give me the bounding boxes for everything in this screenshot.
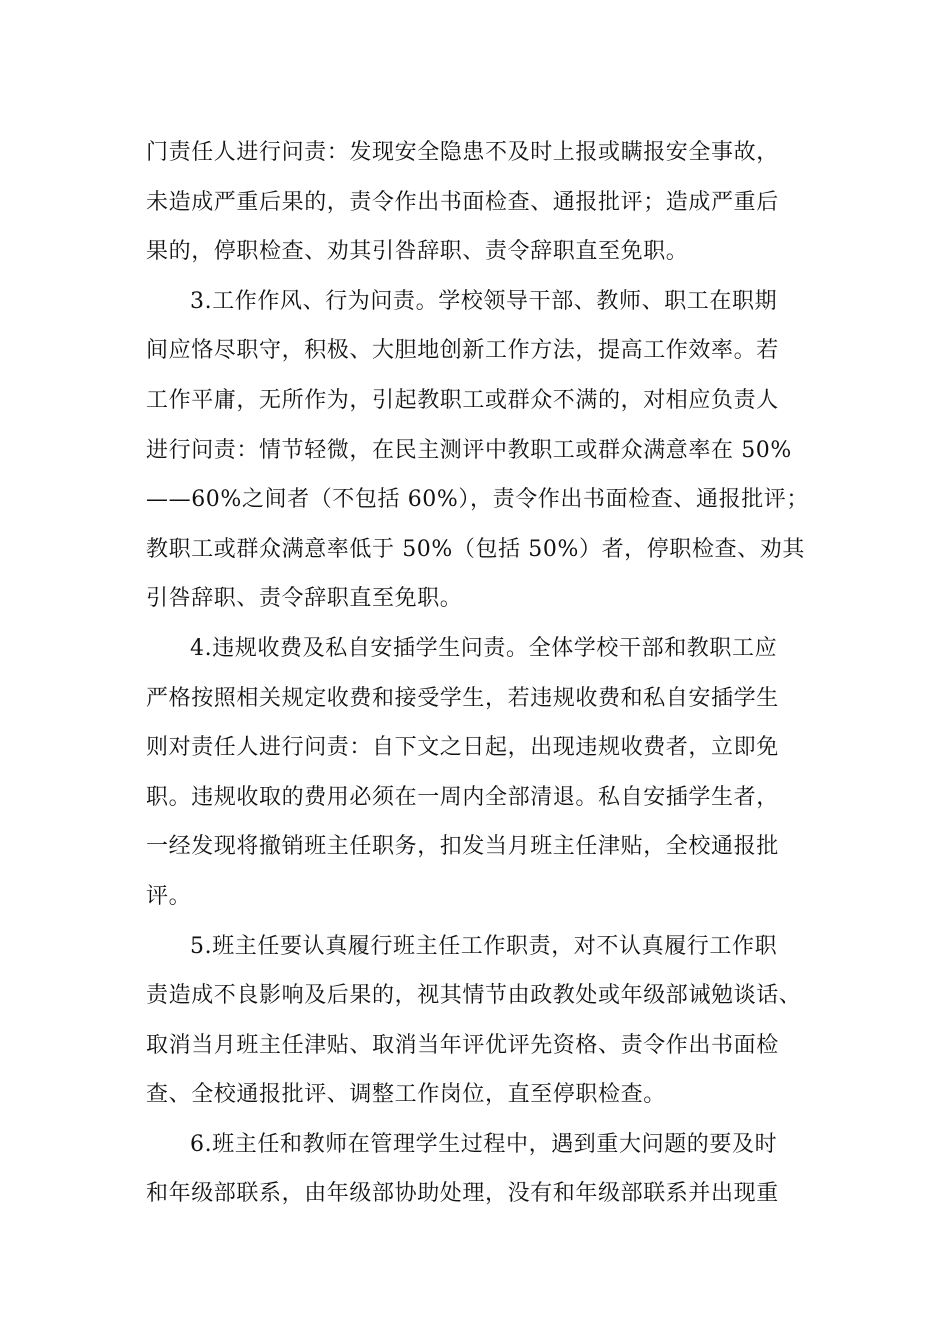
text-line: 职。违规收取的费用必须在一周内全部清退。私自安插学生者，	[146, 784, 779, 810]
text-line: 查、全校通报批评、调整工作岗位，直至停职检查。	[146, 1082, 666, 1108]
text-line: 评。	[146, 883, 192, 909]
text-line: 进行问责：情节轻微，在民主测评中教职工或群众满意率在 50%	[146, 437, 792, 463]
text-line: 工作平庸，无所作为，引起教职工或群众不满的，对相应负责人	[146, 387, 779, 413]
text-line: 严格按照相关规定收费和接受学生，若违规收费和私自安插学生	[146, 685, 779, 711]
paragraph-start-line: 4.违规收费及私自安插学生问责。全体学校干部和教职工应	[190, 635, 778, 661]
text-line: 取消当月班主任津贴、取消当年评优评先资格、责令作出书面检	[146, 1032, 779, 1058]
paragraph-start-line: 3.工作作风、行为问责。学校领导干部、教师、职工在职期	[190, 288, 778, 314]
text-line: 间应恪尽职守，积极、大胆地创新工作方法，提高工作效率。若	[146, 338, 779, 364]
body-text	[146, 128, 816, 1219]
text-line: 果的，停职检查、劝其引咎辞职、责令辞职直至免职。	[146, 239, 689, 265]
text-line: 责造成不良影响及后果的，视其情节由政教处或年级部诫勉谈话、	[146, 983, 802, 1009]
text-line: 门责任人进行问责：发现安全隐患不及时上报或瞒报安全事故，	[146, 140, 779, 165]
text-line: 教职工或群众满意率低于 50%（包括 50%）者，停职检查、劝其	[146, 536, 805, 562]
text-line: 和年级部联系，由年级部协助处理，没有和年级部联系并出现重	[146, 1181, 779, 1207]
paragraph-start-line: 6.班主任和教师在管理学生过程中，遇到重大问题的要及时	[190, 1131, 778, 1157]
text-line: 未造成严重后果的，责令作出书面检查、通报批评；造成严重后	[146, 189, 779, 215]
text-line: 则对责任人进行问责：自下文之日起，出现违规收费者，立即免	[146, 735, 779, 761]
text-line: ——60%之间者（不包括 60%），责令作出书面检查、通报批评；	[146, 487, 809, 513]
text-line: 一经发现将撤销班主任职务，扣发当月班主任津贴，全校通报批	[146, 834, 779, 860]
text-line: 引咎辞职、责令辞职直至免职。	[146, 586, 463, 612]
paragraph-start-line: 5.班主任要认真履行班主任工作职责，对不认真履行工作职	[190, 933, 778, 959]
